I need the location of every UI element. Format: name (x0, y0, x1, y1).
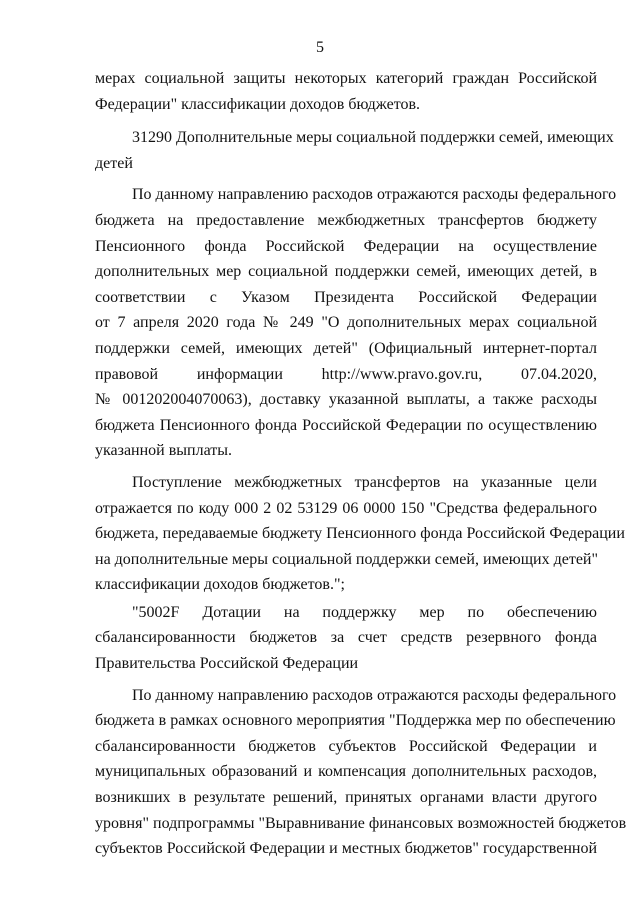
text-line: правовой информации http://www.pravo.gov.ru, 07.04.2020, (95, 365, 597, 383)
text-line: бюджета в рамках основного мероприятия "Поддержка мер по обеспечению (95, 712, 616, 730)
text-line: отражается по коду 000 2 02 53129 06 0000 150 "Средства федерального (95, 499, 597, 517)
text-line: № 0012020040700​63), доставку указанной выплаты, а также расходы (95, 391, 597, 409)
text-line: уровня" подпрограммы "Выравнивание финансовых возможностей бюджетов (95, 814, 627, 832)
text-line: сбалансированности бюджетов субъектов Российской Федерации и (95, 737, 597, 755)
page-number: 5 (316, 39, 324, 56)
text-line: возникших в результате решений, принятых органами власти другого (95, 789, 597, 807)
paragraph-transfers-income (95, 470, 625, 598)
text-line: муниципальных образований и компенсация дополнительных расходов, (95, 763, 597, 781)
text-line: субъектов Российской Федерации и местных бюджетов" государственной (95, 840, 597, 858)
text-line: сбалансированности бюджетов за счет средств резервного фонда (95, 629, 597, 647)
text-line: По данному направлению расходов отражаются расходы федерального (132, 186, 617, 204)
text-line: "5002F Дотации на поддержку мер по обеспечению (132, 603, 597, 621)
text-line: детей (95, 154, 133, 172)
heading-5002F (95, 600, 597, 677)
text-line: бюджета Пенсионного фонда Российской Федерации по осуществлению (95, 416, 597, 434)
document-body (95, 66, 627, 862)
paragraph-description-5002F (95, 683, 627, 862)
text-line: бюджета на предоставление межбюджетных трансфертов бюджету (95, 211, 597, 229)
text-line: бюджета, передаваемые бюджету Пенсионного фонда Российской Федерации (95, 525, 625, 543)
paragraph-continuation (95, 66, 597, 117)
text-line: соответствии с Указом Президента Российской Федерации (95, 288, 597, 306)
text-line: Поступление межбюджетных трансфертов на указанные цели (132, 473, 597, 491)
paragraph-description-31290 (95, 182, 617, 464)
text-line: дополнительных мер социальной поддержки семей, имеющих детей, в (95, 263, 597, 281)
text-line: Правительства Российской Федерации (95, 655, 359, 673)
text-line: от 7 апреля 2020 года № 249 "О дополнительных мерах социальной (95, 314, 597, 332)
text-line: на дополнительные меры социальной поддержки семей, имеющих детей" (95, 550, 599, 568)
heading-31290 (95, 125, 614, 176)
text-line: указанной выплаты. (95, 442, 233, 460)
text-line: поддержки семей, имеющих детей" (Официальный интернет-портал (95, 339, 597, 357)
text-line: Пенсионного фонда Российской Федерации на осуществление (95, 237, 597, 255)
text-line: По данному направлению расходов отражаются расходы федерального (132, 686, 617, 704)
text-line: 31290 Дополнительные меры социальной поддержки семей, имеющих (132, 129, 614, 147)
text-line: Федерации" классификации доходов бюджетов. (95, 95, 421, 113)
text-line: мерах социальной защиты некоторых категорий граждан Российской (95, 70, 597, 87)
text-line: классификации доходов бюджетов."; (95, 576, 345, 594)
